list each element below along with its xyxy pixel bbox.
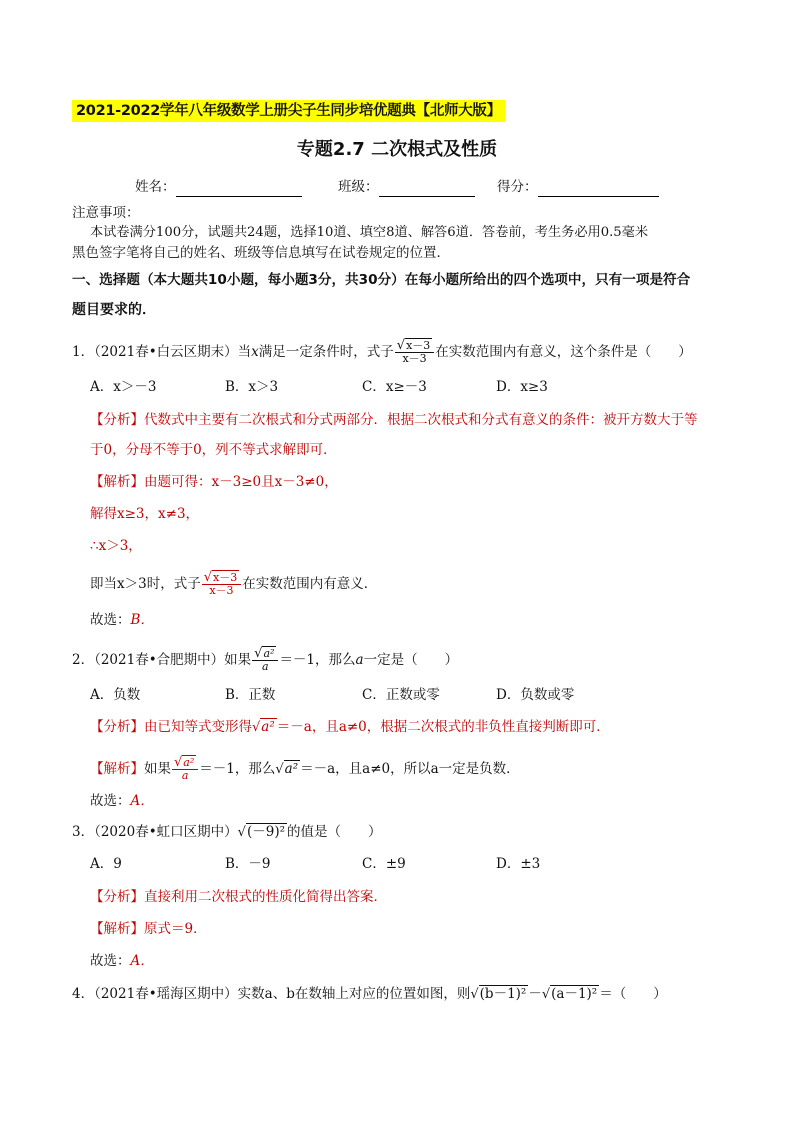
question-1-fraction: $\frac{√x-3}{x-3}$ — [395, 340, 435, 365]
option-d[interactable]: D．x≥3 — [496, 379, 548, 395]
score-label: 得分： — [497, 179, 538, 195]
option-b[interactable]: B．正数 — [225, 687, 276, 703]
class-field[interactable] — [338, 177, 475, 197]
class-blank[interactable] — [379, 181, 475, 197]
question-1-analysis-1: 【分析】代数式中主要有二次根式和分式两部分．根据二次根式和分式有意义的条件：被开方数大于等 — [90, 412, 698, 428]
question-3-solution: 【解析】原式＝9． — [90, 921, 207, 937]
option-c[interactable]: C．±9 — [362, 856, 406, 872]
question-1-solution-3: ∴x＞3， — [90, 538, 142, 554]
option-c[interactable]: C．x≥－3 — [362, 379, 427, 395]
option-c[interactable]: C．正数或零 — [362, 687, 440, 703]
question-2-solution: 【解析】如果 $\frac{\text{√a²}}{a}$ ＝－1，那么√a² ＝－a，且a≠0，所以a一定是负数． — [90, 755, 520, 782]
notice-line-1: 本试卷满分100分，试题共24题，选择10道、填空8道、解答6道．答卷前，考生务必用0.5毫米 — [90, 225, 649, 240]
name-label: 姓名： — [135, 179, 176, 195]
question-2-answer: 故选：A． — [90, 793, 154, 809]
question-2-stem: 2．（2021春•合肥期中）如果 $\frac{\text{√a²}}{a}$ ＝－1，那么a一定是（ ） — [72, 646, 459, 673]
question-3-analysis: 【分析】直接利用二次根式的性质化简得出答案． — [90, 889, 387, 905]
name-field[interactable] — [135, 177, 302, 197]
option-b[interactable]: B．x＞3 — [225, 379, 279, 395]
question-1-solution-4: 即当x＞3时，式子 $\frac{√x-3}{x-3}$ 在实数范围内有意义． — [90, 570, 378, 597]
option-a[interactable]: A．9 — [90, 856, 122, 872]
page-title: 专题2.7 二次根式及性质 — [296, 139, 498, 160]
question-3-stem: 3．（2020春•虹口区期中）√(－9)² 的值是（ ） — [72, 824, 382, 840]
question-3-answer: 故选：A． — [90, 953, 154, 969]
score-blank[interactable] — [538, 181, 659, 197]
question-1-stem: 1．（2021春•白云区期末）当x满足一定条件时，式子 $\frac{√x-3}{x-3}$ 在实数范围内有意义，这个条件是（ ） — [72, 338, 692, 365]
question-1-analysis-2: 于0，分母不等于0，列不等式求解即可． — [90, 442, 337, 458]
option-b[interactable]: B．－9 — [225, 856, 271, 872]
question-1-solution-1: 【解析】由题可得：x－3≥0且x－3≠0， — [90, 474, 338, 490]
notice-heading: 注意事项： — [72, 205, 140, 221]
option-d[interactable]: D．负数或零 — [496, 687, 575, 703]
option-a[interactable]: A．负数 — [90, 687, 141, 703]
score-field[interactable] — [497, 177, 659, 197]
series-banner: 2021-2022学年八年级数学上册尖子生同步培优题典【北师大版】 — [72, 100, 505, 122]
name-blank[interactable] — [176, 181, 302, 197]
option-a[interactable]: A．x＞－3 — [90, 379, 157, 395]
question-2-analysis: 【分析】由已知等式变形得√a² ＝－a，且a≠0，根据二次根式的非负性直接判断即可． — [90, 719, 610, 735]
question-1-answer: 故选：B． — [90, 612, 154, 628]
question-1-solution-2: 解得x≥3，x≠3， — [90, 506, 200, 522]
section-heading-line-1: 一、选择题（本大题共10小题，每小题3分，共30分）在每小题所给出的四个选项中，只有一项是符合 — [72, 272, 691, 288]
notice-line-2: 黑色签字笔将自己的姓名、班级等信息填写在试卷规定的位置． — [72, 245, 450, 261]
option-d[interactable]: D．±3 — [496, 856, 541, 872]
question-4-stem: 4．（2021春•瑶海区期中）实数a、b在数轴上对应的位置如图，则√(b－1)² －√(a－1)² ＝（ ） — [72, 986, 667, 1002]
section-heading-line-2: 题目要求的． — [72, 302, 156, 318]
class-label: 班级： — [338, 179, 379, 195]
